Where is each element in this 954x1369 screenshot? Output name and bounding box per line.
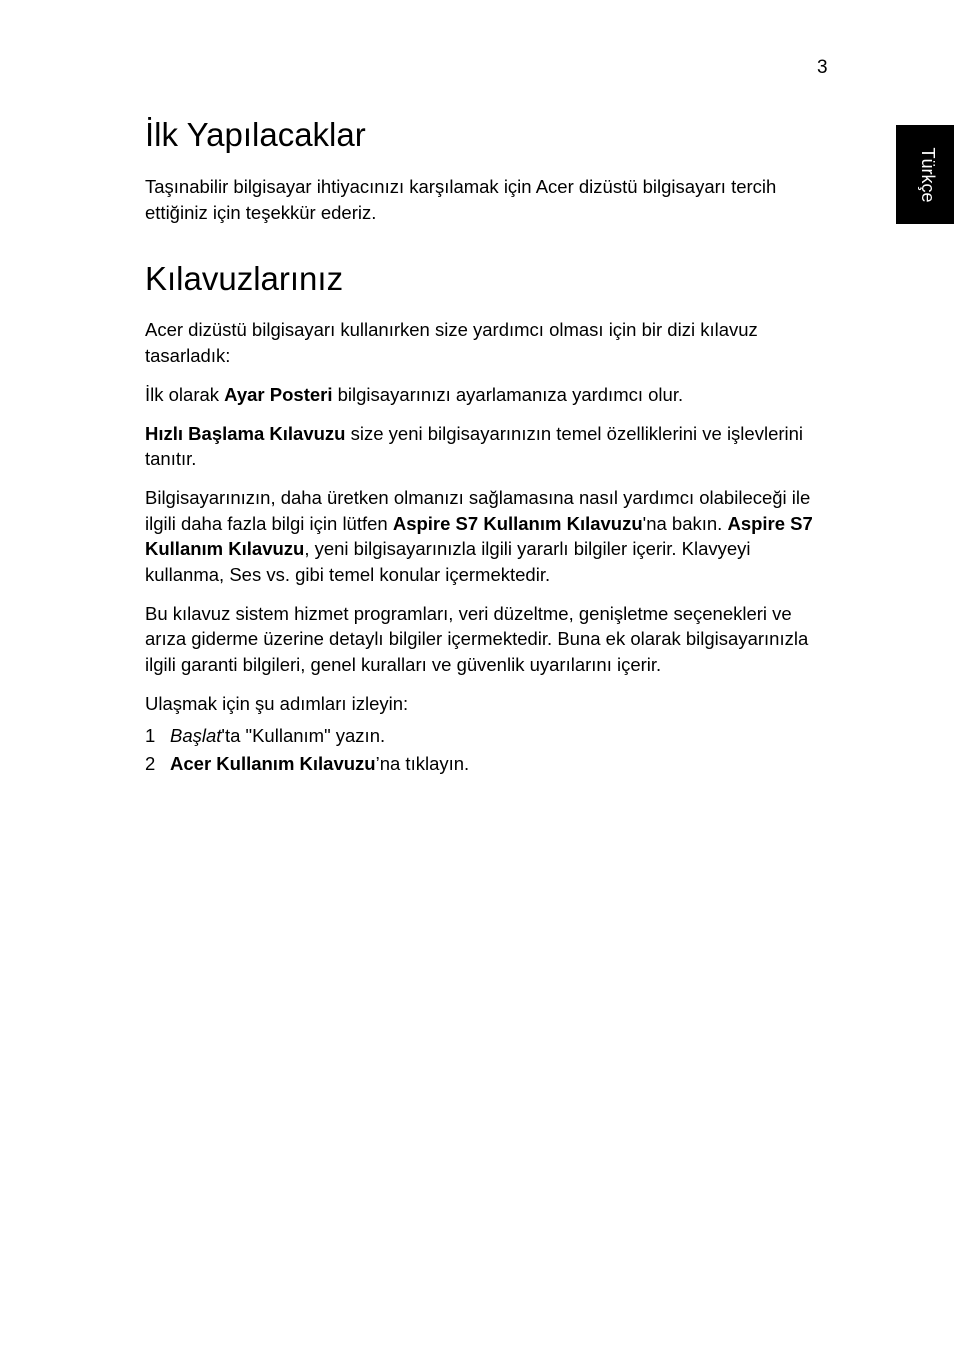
- step-text: [170, 750, 469, 778]
- text-span: bilgisayarınızı ayarlamanıza yardımcı olur.: [332, 383, 684, 405]
- text-span: İlk olarak: [145, 383, 225, 405]
- user-guide-term: Aspire S7 Kullanım Kılavuzu: [392, 512, 643, 534]
- text-span: , yeni bilgisayarınızla ilgili yararlı bilgiler içerir. Klavyeyi kullanma, Ses vs. gibi temel konular içermektedir.: [145, 538, 751, 585]
- guides-paragraph-2: [145, 382, 830, 408]
- guides-body: [145, 317, 830, 778]
- text-span: 'na bakın.: [642, 512, 728, 534]
- step-number: 1: [145, 725, 156, 746]
- list-item: [145, 722, 830, 750]
- text-span: Bilgisayarınızın, daha üretken olmanızı sağlamasına nasıl yardımcı olabileceği ile ilgili daha fazla bilgi için lütfen: [145, 487, 811, 534]
- user-guide-term: Aspire S7 Kullanım Kılavuzu: [145, 512, 813, 559]
- guides-paragraph-4: [145, 485, 830, 587]
- language-tab-label: Türkçe: [918, 147, 938, 203]
- guides-paragraph-1: Acer dizüstü bilgisayarı kullanırken size yardımcı olması için bir dizi kılavuz tasarladık:: [145, 319, 758, 366]
- language-tab: [896, 125, 954, 224]
- start-term: Başlat: [170, 725, 222, 746]
- step-number: 2: [145, 753, 156, 774]
- guides-paragraph-5: Bu kılavuz sistem hizmet programları, veri düzeltme, genişletme seçenekleri ve arıza giderme üzerine detaylı bilgiler içermektedir. Buna ek olarak bilgisayarınızla ilgili garanti bilgileri, genel kuralları ve güvenlik uyarılarını içerir.: [145, 602, 809, 675]
- steps-list: [145, 722, 830, 778]
- acer-user-guide-term: Acer Kullanım Kılavuzu: [170, 753, 376, 774]
- guides-paragraph-6: Ulaşmak için şu adımları izleyin:: [145, 692, 409, 714]
- guides-paragraph-3: [145, 421, 830, 472]
- text-span: 'ta "Kullanım" yazın.: [221, 725, 386, 746]
- page-number: 3: [817, 57, 828, 78]
- section-title-first-steps: İlk Yapılacaklar: [145, 116, 366, 153]
- intro-block: [145, 174, 830, 225]
- setup-poster-term: Ayar Posteri: [224, 383, 333, 405]
- text-span: size yeni bilgisayarınızın temel özelliklerini ve işlevlerini tanıtır.: [145, 422, 804, 469]
- step-text: [170, 722, 385, 750]
- section-title-guides: Kılavuzlarınız: [145, 260, 344, 297]
- list-item: [145, 750, 830, 778]
- intro-paragraph: Taşınabilir bilgisayar ihtiyacınızı karşılamak için Acer dizüstü bilgisayarı tercih ettiğiniz için teşekkür ederiz.: [145, 176, 777, 223]
- quick-start-guide-term: Hızlı Başlama Kılavuzu: [145, 422, 346, 444]
- text-span: ’na tıklayın.: [375, 753, 470, 774]
